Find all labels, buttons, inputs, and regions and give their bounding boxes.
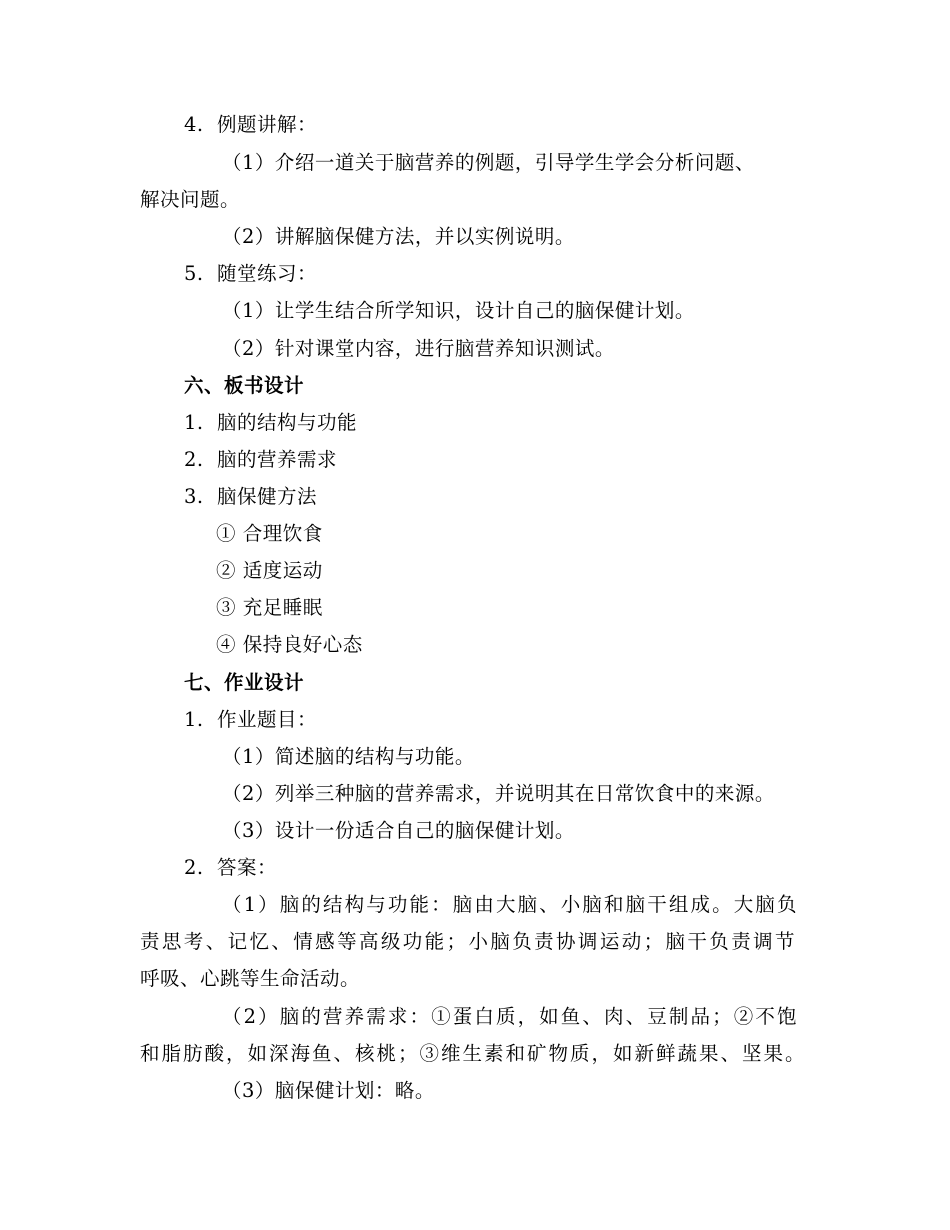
item-number: 1. — [184, 708, 204, 731]
item-number: 2. — [184, 448, 204, 471]
board-subitem-3: ③ 充足睡眠 — [216, 596, 323, 619]
item-number: 1. — [184, 411, 204, 434]
board-design-heading: 六、板书设计 — [184, 374, 305, 397]
board-subitem-1: ① 合理饮食 — [216, 522, 323, 545]
answer-2-line-2: 和脂肪酸，如深海鱼、核桃；③维生素和矿物质，如新鲜蔬果、坚果。 — [140, 1042, 805, 1065]
answer-3: （3）脑保健计划：略。 — [222, 1079, 435, 1102]
section-5-paragraph-1: （1）让学生结合所学知识，设计自己的脑保健计划。 — [222, 299, 695, 322]
item-text: 作业题目： — [217, 708, 318, 731]
section-title-text: 例题讲解： — [217, 113, 318, 136]
board-item-2 — [184, 447, 337, 473]
section-title-text: 随堂练习： — [217, 262, 318, 285]
item-text: 脑的营养需求 — [217, 448, 338, 471]
item-number: 2. — [184, 856, 204, 879]
section-4-paragraph-1-line-2: 解决问题。 — [140, 188, 241, 211]
item-number: 3. — [184, 485, 204, 508]
section-number: 5. — [184, 262, 204, 285]
item-text: 脑的结构与功能 — [217, 411, 358, 434]
board-item-3 — [184, 484, 317, 510]
answer-1-line-1: （1）脑的结构与功能：脑由大脑、小脑和脑干组成。大脑负 — [222, 893, 797, 916]
item-text: 答案： — [217, 856, 278, 879]
board-subitem-2: ② 适度运动 — [216, 559, 323, 582]
homework-design-heading: 七、作业设计 — [184, 671, 305, 694]
homework-question-2: （2）列举三种脑的营养需求，并说明其在日常饮食中的来源。 — [222, 782, 775, 805]
board-item-1 — [184, 410, 357, 436]
section-5-paragraph-2: （2）针对课堂内容，进行脑营养知识测试。 — [222, 337, 615, 360]
section-4-paragraph-1-line-1: （1）介绍一道关于脑营养的例题，引导学生学会分析问题、 — [222, 151, 755, 174]
homework-question-1: （1）简述脑的结构与功能。 — [222, 745, 475, 768]
section-4-paragraph-2: （2）讲解脑保健方法，并以实例说明。 — [222, 225, 575, 248]
section-5-title — [184, 261, 317, 287]
answer-1-line-2: 责思考、记忆、情感等高级功能；小脑负责协调运动；脑干负责调节 — [140, 930, 795, 953]
homework-question-3: （3）设计一份适合自己的脑保健计划。 — [222, 819, 575, 842]
board-subitem-4: ④ 保持良好心态 — [216, 633, 363, 656]
answer-1-line-3: 呼吸、心跳等生命活动。 — [140, 967, 361, 990]
homework-questions-title — [184, 707, 317, 733]
section-number: 4. — [184, 113, 204, 136]
item-text: 脑保健方法 — [217, 485, 318, 508]
section-4-title — [184, 112, 317, 138]
answer-2-line-1: （2）脑的营养需求：①蛋白质，如鱼、肉、豆制品；②不饱 — [222, 1005, 797, 1028]
homework-answers-title — [184, 855, 277, 881]
